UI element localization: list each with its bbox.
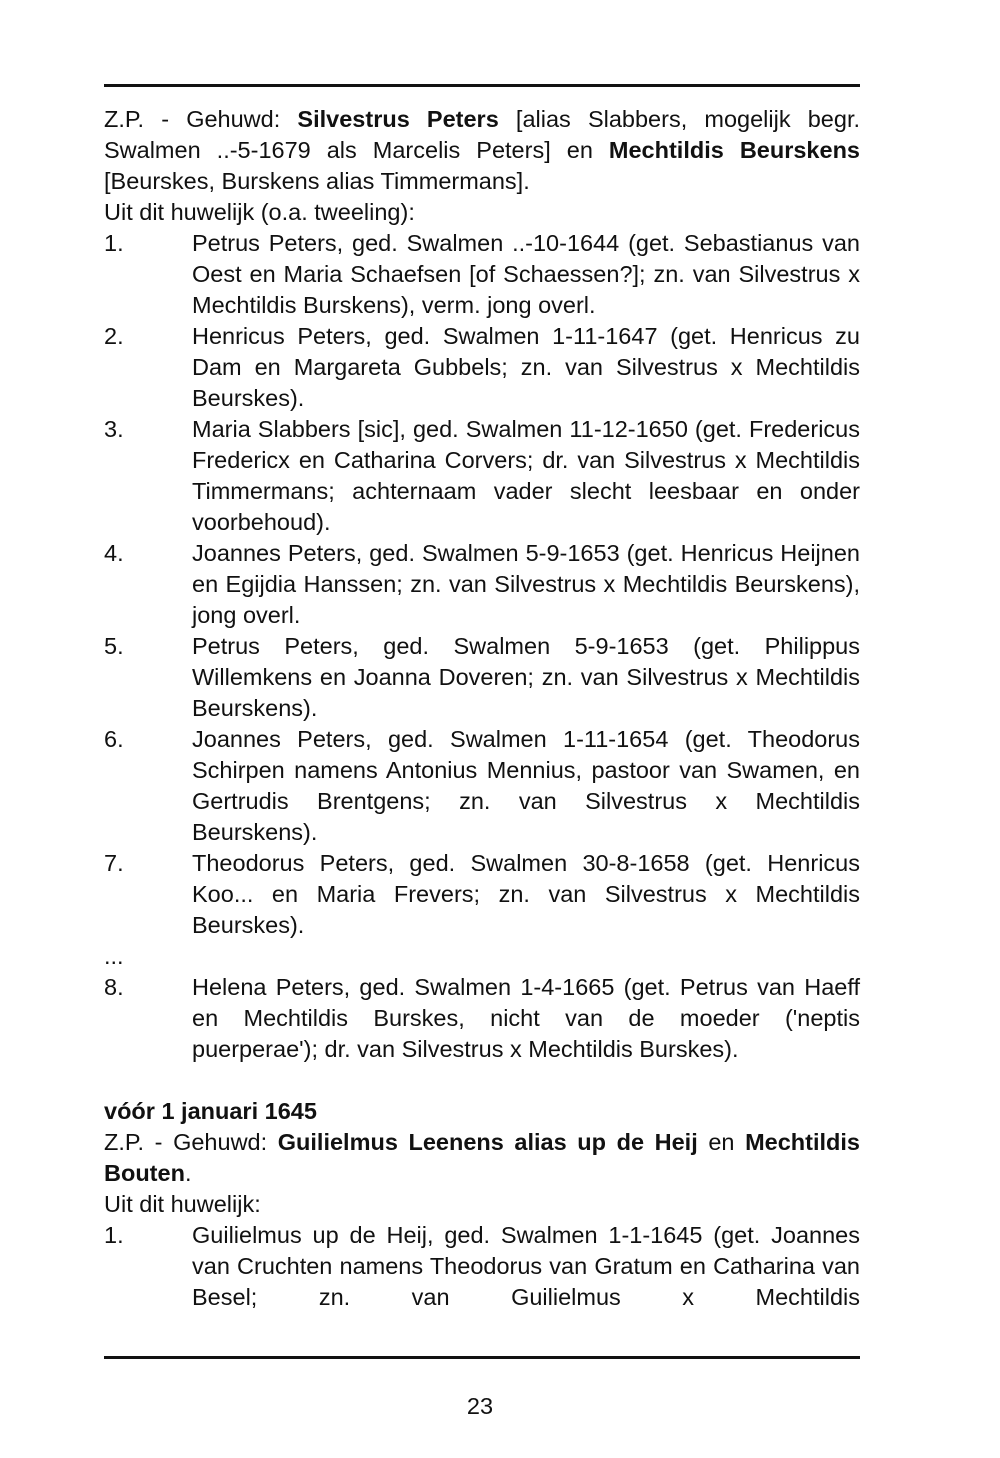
entry-number: 1. — [104, 1222, 124, 1248]
child-entry-3 — [104, 414, 860, 538]
entry-number: 8. — [104, 974, 124, 1000]
entry-number: 7. — [104, 850, 124, 876]
bride-note: [Beurskes, Burskens alias Timmermans]. — [104, 168, 530, 194]
groom-name: Guilielmus Leenens alias up de Heij — [277, 1129, 698, 1155]
entry-number: 3. — [104, 416, 124, 442]
entry-number: 1. — [104, 230, 124, 256]
entry-number: 5. — [104, 633, 124, 659]
bride-name: Mechtildis Bouten — [104, 1129, 860, 1186]
conjunction: en — [697, 1129, 746, 1155]
child-entry-1 — [104, 1220, 860, 1313]
entry-text: Guilielmus up de Heij, ged. Swalmen 1-1-1645 (get. Joannes van Cruchten namens Theodorus van Gratum en Catharina van Besel; zn. van Guilielmus x Mechtildis — [192, 1222, 860, 1310]
child-entry-8 — [104, 972, 860, 1065]
period: . — [184, 1160, 192, 1186]
marriage-intro: Z.P. - Gehuwd: — [104, 106, 298, 132]
entry-text: Joannes Peters, ged. Swalmen 5-9-1653 (get. Henricus Heijnen en Egijdia Hanssen; zn. van Silvestrus x Mechtildis Beurskens), jong overl. — [192, 540, 860, 628]
entry-text: Henricus Peters, ged. Swalmen 1-11-1647 (get. Henricus zu Dam en Margareta Gubbels; zn. van Silvestrus x Mechtildis Beurskes). — [192, 323, 860, 411]
groom-note: [alias Slabbers, mogelijk begr. Swalmen ..-5-1679 als Marcelis Peters] en — [104, 106, 861, 163]
section-heading: vóór 1 januari 1645 — [104, 1098, 317, 1124]
top-rule — [104, 84, 860, 87]
entry-text: Maria Slabbers [sic], ged. Swalmen 11-12-1650 (get. Fredericus Fredericx en Catharina Corvers; dr. van Silvestrus x Mechtildis Timmermans; achternaam vader slecht leesbaar en onder voorbehoud). — [192, 416, 860, 535]
marriage-paragraph-1 — [104, 104, 860, 197]
children-intro: Uit dit huwelijk: — [104, 1191, 261, 1217]
marriage-intro: Z.P. - Gehuwd: — [104, 1129, 278, 1155]
children-intro: Uit dit huwelijk (o.a. tweeling): — [104, 199, 415, 225]
child-entry-6 — [104, 724, 860, 848]
omission-ellipsis: ... — [104, 943, 124, 969]
groom-name: Silvestrus Peters — [297, 106, 499, 132]
child-entry-5 — [104, 631, 860, 724]
child-entry-7 — [104, 848, 860, 941]
bottom-rule — [104, 1356, 860, 1359]
entry-text: Helena Peters, ged. Swalmen 1-4-1665 (get. Petrus van Haeff en Mechtildis Burskes, nicht van de moeder ('neptis puerperae'); dr. van Silvestrus x Mechtildis Burskes). — [192, 974, 860, 1062]
bride-name: Mechtildis Beurskens — [608, 137, 860, 163]
entry-number: 6. — [104, 726, 124, 752]
child-entry-2 — [104, 321, 860, 414]
entry-text: Joannes Peters, ged. Swalmen 1-11-1654 (get. Theodorus Schirpen namens Antonius Mennius, pastoor van Swamen, en Gertrudis Brentgens; zn. van Silvestrus x Mechtildis Beurskens). — [192, 726, 860, 845]
entry-number: 4. — [104, 540, 124, 566]
child-entry-1 — [104, 228, 860, 321]
entry-text: Theodorus Peters, ged. Swalmen 30-8-1658 (get. Henricus Koo... en Maria Frevers; zn. van Silvestrus x Mechtildis Beurskes). — [192, 850, 860, 938]
entry-text: Petrus Peters, ged. Swalmen 5-9-1653 (get. Philippus Willemkens en Joanna Doveren; zn. van Silvestrus x Mechtildis Beurskens). — [192, 633, 860, 721]
entry-number: 2. — [104, 323, 124, 349]
marriage-paragraph-2 — [104, 1127, 860, 1189]
child-entry-4 — [104, 538, 860, 631]
page-content — [104, 104, 860, 1313]
page-number: 23 — [466, 1393, 494, 1419]
entry-text: Petrus Peters, ged. Swalmen ..-10-1644 (get. Sebastianus van Oest en Maria Schaefsen [of Schaessen?]; zn. van Silvestrus x Mechtildis Burskens), verm. jong overl. — [192, 230, 860, 318]
